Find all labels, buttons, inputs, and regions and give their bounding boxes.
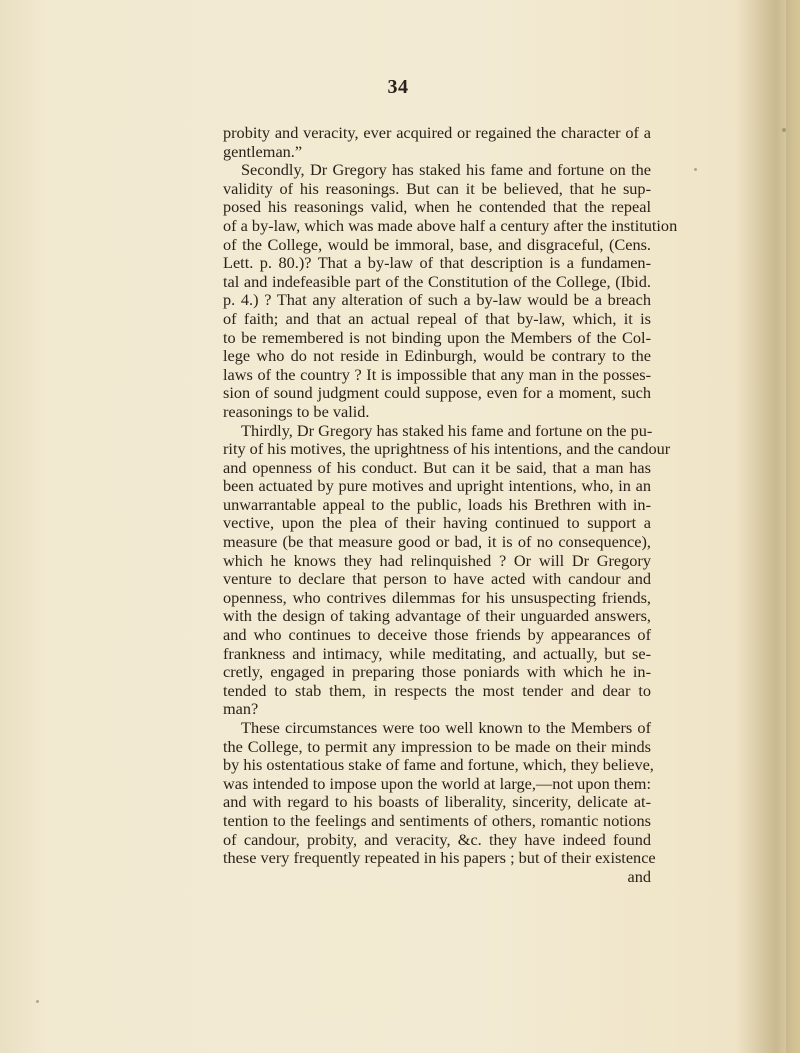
body-text xyxy=(223,123,678,886)
text-line: and with regard to his boasts of liberality, sincerity, delicate at- xyxy=(223,792,651,812)
text-line: which he knows they had relinquished ? Or will Dr Gregory xyxy=(223,550,651,570)
text-line: to be remembered is not binding upon the Members of the Col- xyxy=(223,327,651,347)
text-line: These circumstances were too well known to the Members of xyxy=(241,718,651,737)
text-line: of the College, would be immoral, base, and disgraceful, (Cens. xyxy=(223,234,651,254)
text-line: reasonings to be valid. xyxy=(223,401,370,421)
text-line: frankness and intimacy, while meditating, and actually, but se- xyxy=(223,643,651,663)
ink-speck xyxy=(694,168,697,171)
text-line: with the design of taking advantage of their unguarded answers, xyxy=(223,606,651,626)
ink-speck xyxy=(782,128,786,132)
text-line: tention to the feelings and sentiments of others, romantic notions xyxy=(223,810,651,830)
text-line: Secondly, Dr Gregory has staked his fame and fortune on the xyxy=(241,160,651,180)
text-line: lege who do not reside in Edinburgh, would be contrary to the xyxy=(223,346,651,366)
text-line: venture to declare that person to have acted with candour and xyxy=(223,569,651,589)
ink-speck xyxy=(36,1000,39,1003)
text-line: tal and indefeasible part of the Constitution of the College, (Ibid. xyxy=(223,271,651,291)
text-line: of faith; and that an actual repeal of that by-law, which, it is xyxy=(223,308,651,328)
text-line: Thirdly, Dr Gregory has staked his fame and fortune on the pu- xyxy=(241,420,653,440)
text-line: posed his reasonings valid, when he contended that the repeal xyxy=(223,197,651,217)
text-line: rity of his motives, the uprightness of his intentions, and the candour xyxy=(223,439,671,459)
text-line: of candour, probity, and veracity, &c. they have indeed found xyxy=(223,829,651,849)
text-line: openness, who contrives dilemmas for his unsuspecting friends, xyxy=(223,587,651,607)
text-line: measure (be that measure good or bad, it is of no consequence), xyxy=(223,532,651,552)
text-line: validity of his reasonings. But can it be believed, that he sup- xyxy=(223,178,651,198)
text-line: cretly, engaged in preparing those poniards with which he in- xyxy=(223,662,651,682)
text-line: man? xyxy=(223,699,259,719)
text-line: and openness of his conduct. But can it be said, that a man has xyxy=(223,457,651,477)
text-line: laws of the country ? It is impossible that any man in the posses- xyxy=(223,364,651,384)
page-edge-shadow xyxy=(786,0,800,1053)
text-line: gentleman.” xyxy=(223,141,303,161)
text-line: of a by-law, which was made above half a century after the institution xyxy=(223,215,678,235)
text-line: these very frequently repeated in his papers ; but of their existence xyxy=(223,848,656,868)
text-line: vective, upon the plea of their having continued to support a xyxy=(223,513,651,533)
text-line: been actuated by pure motives and upright intentions, who, in an xyxy=(223,476,651,496)
text-line: was intended to impose upon the world at large,—not upon them: xyxy=(223,773,651,793)
page-number: 34 xyxy=(387,76,409,98)
text-line: the College, to permit any impression to be made on their minds xyxy=(223,736,651,756)
text-line: probity and veracity, ever acquired or regained the character of a xyxy=(223,123,651,142)
text-line: p. 4.) ? That any alteration of such a by-law would be a breach xyxy=(223,290,651,310)
text-line: tended to stab them, in respects the most tender and dear to xyxy=(223,680,651,700)
text-line: sion of sound judgment could suppose, even for a moment, such xyxy=(223,383,651,403)
text-line: and who continues to deceive those friends by appearances of xyxy=(223,625,651,645)
text-line: Lett. p. 80.)? That a by-law of that description is a fundamen- xyxy=(223,253,651,273)
text-line: by his ostentatious stake of fame and fortune, which, they believe, xyxy=(223,755,654,775)
text-line: unwarrantable appeal to the public, loads his Brethren with in- xyxy=(223,494,651,514)
text-line: and xyxy=(627,866,651,886)
